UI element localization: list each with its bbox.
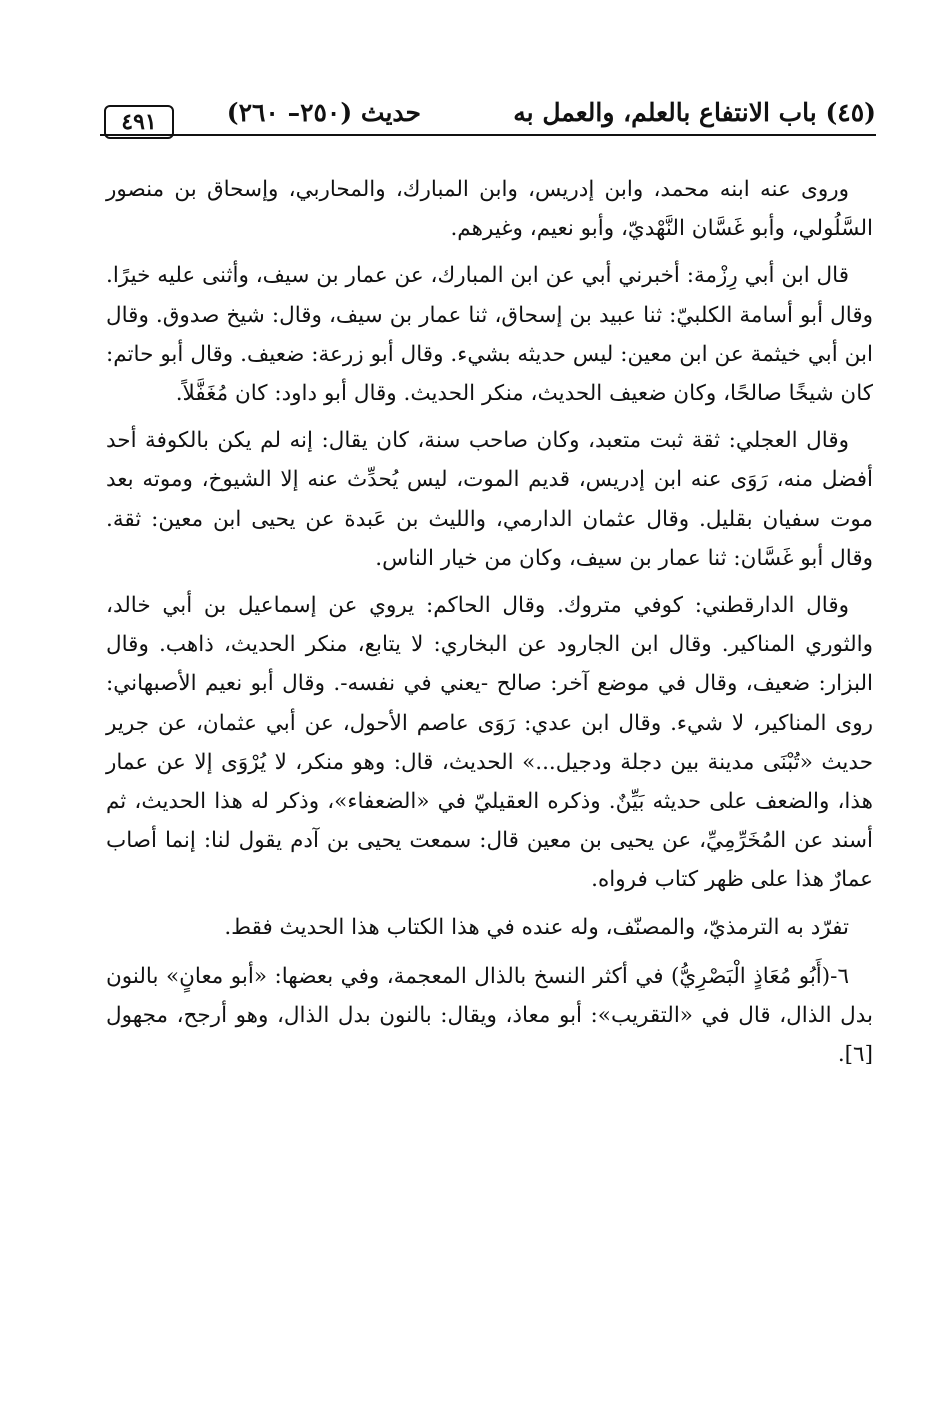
- page-header: [100, 88, 876, 144]
- header-rule: [100, 134, 876, 136]
- paragraph-abu-muadh: ٦-(أَبُو مُعَاذٍ الْبَصْرِيُّ) في أكثر النسخ بالذال المعجمة، وفي بعضها: «أبو معانٍ» بالنون بدل الذال، قال في «التقريب»: أبو معاذ، ويقال: بالنون بدل الذال، وهو أرجح، مجهول [٦].: [106, 963, 873, 1068]
- hadith-range: حديث (٢٥٠– ٢٦٠): [226, 98, 421, 127]
- page-body: [106, 170, 873, 1082]
- paragraph-daraqutni: وقال الدارقطني: كوفي متروك. وقال الحاكم: يروي عن إسماعيل بن أبي خالد، والثوري المناكير. وقال ابن الجارود عن البخاري: لا يتابع، منكر الحديث، ذاهب. وقال البزار: ضعيف، وقال في موضع آخر: صالح -يعني في نفسه-. وقال أبو نعيم الأصبهاني: روى المناكير، لا شيء. وقال ابن عدي: رَوَى عاصم الأحول، عن أبي عثمان، عن جرير حديث «تُبْنَى مدينة بين دجلة ودجيل...» الحديث، قال: وهو منكر، لا يُرْوَى إلا عن عمار هذا، والضعف على حديثه بَيِّنٌ. وذكره العقيليّ في «الضعفاء»، وذكر له هذا الحديث، ثم أسند عن المُخَرِّمِيِّ، عن يحيى بن معين قال: سمعت يحيى بن آدم يقول لنا: إنما أصاب عمارٌ هذا على ظهر كتاب فرواه.: [106, 593, 873, 893]
- paragraph-tafarrud: تفرّد به الترمذيّ، والمصنّف، وله عنده في هذا الكتاب هذا الحديث فقط.: [224, 914, 849, 940]
- page-number-box: ٤٩١: [104, 105, 174, 139]
- paragraph-narrators: وروى عنه ابنه محمد، وابن إدريس، وابن المبارك، والمحاربي، وإسحاق بن منصور السَّلُولي، وأبو غَسَّان النَّهْديّ، وأبو نعيم، وغيرهم.: [106, 177, 873, 242]
- chapter-title: (٤٥) باب الانتفاع بالعلم، والعمل به: [513, 98, 876, 127]
- paragraph-ijli: وقال العجلي: ثقة ثبت متعبد، وكان صاحب سنة، كان يقال: إنه لم يكن بالكوفة أحد أفضل منه، رَوَى عنه ابن إدريس، قديم الموت، ليس يُحدِّث عنه إلا الشيوخ، وموته بعد موت سفيان بقليل. وقال عثمان الدارمي، والليث بن عَبدة عن يحيى ابن معين: ثقة. وقال أبو غَسَّان: ثنا عمار بن سيف، وكان من خيار الناس.: [106, 428, 873, 571]
- paragraph-praise: قال ابن أبي رِزْمة: أخبرني أبي عن ابن المبارك، عن عمار بن سيف، وأثنى عليه خيرًا. وقال أبو أسامة الكلبيّ: ثنا عبيد بن إسحاق، ثنا عمار بن سيف، وقال: شيخ صدوق. وقال ابن أبي خيثمة عن ابن معين: ليس حديثه بشيء. وقال أبو زرعة: ضعيف. وقال أبو حاتم: كان شيخًا صالحًا، وكان ضعيف الحديث، منكر الحديث. وقال أبو داود: كان مُغَفَّلاً.: [106, 263, 873, 407]
